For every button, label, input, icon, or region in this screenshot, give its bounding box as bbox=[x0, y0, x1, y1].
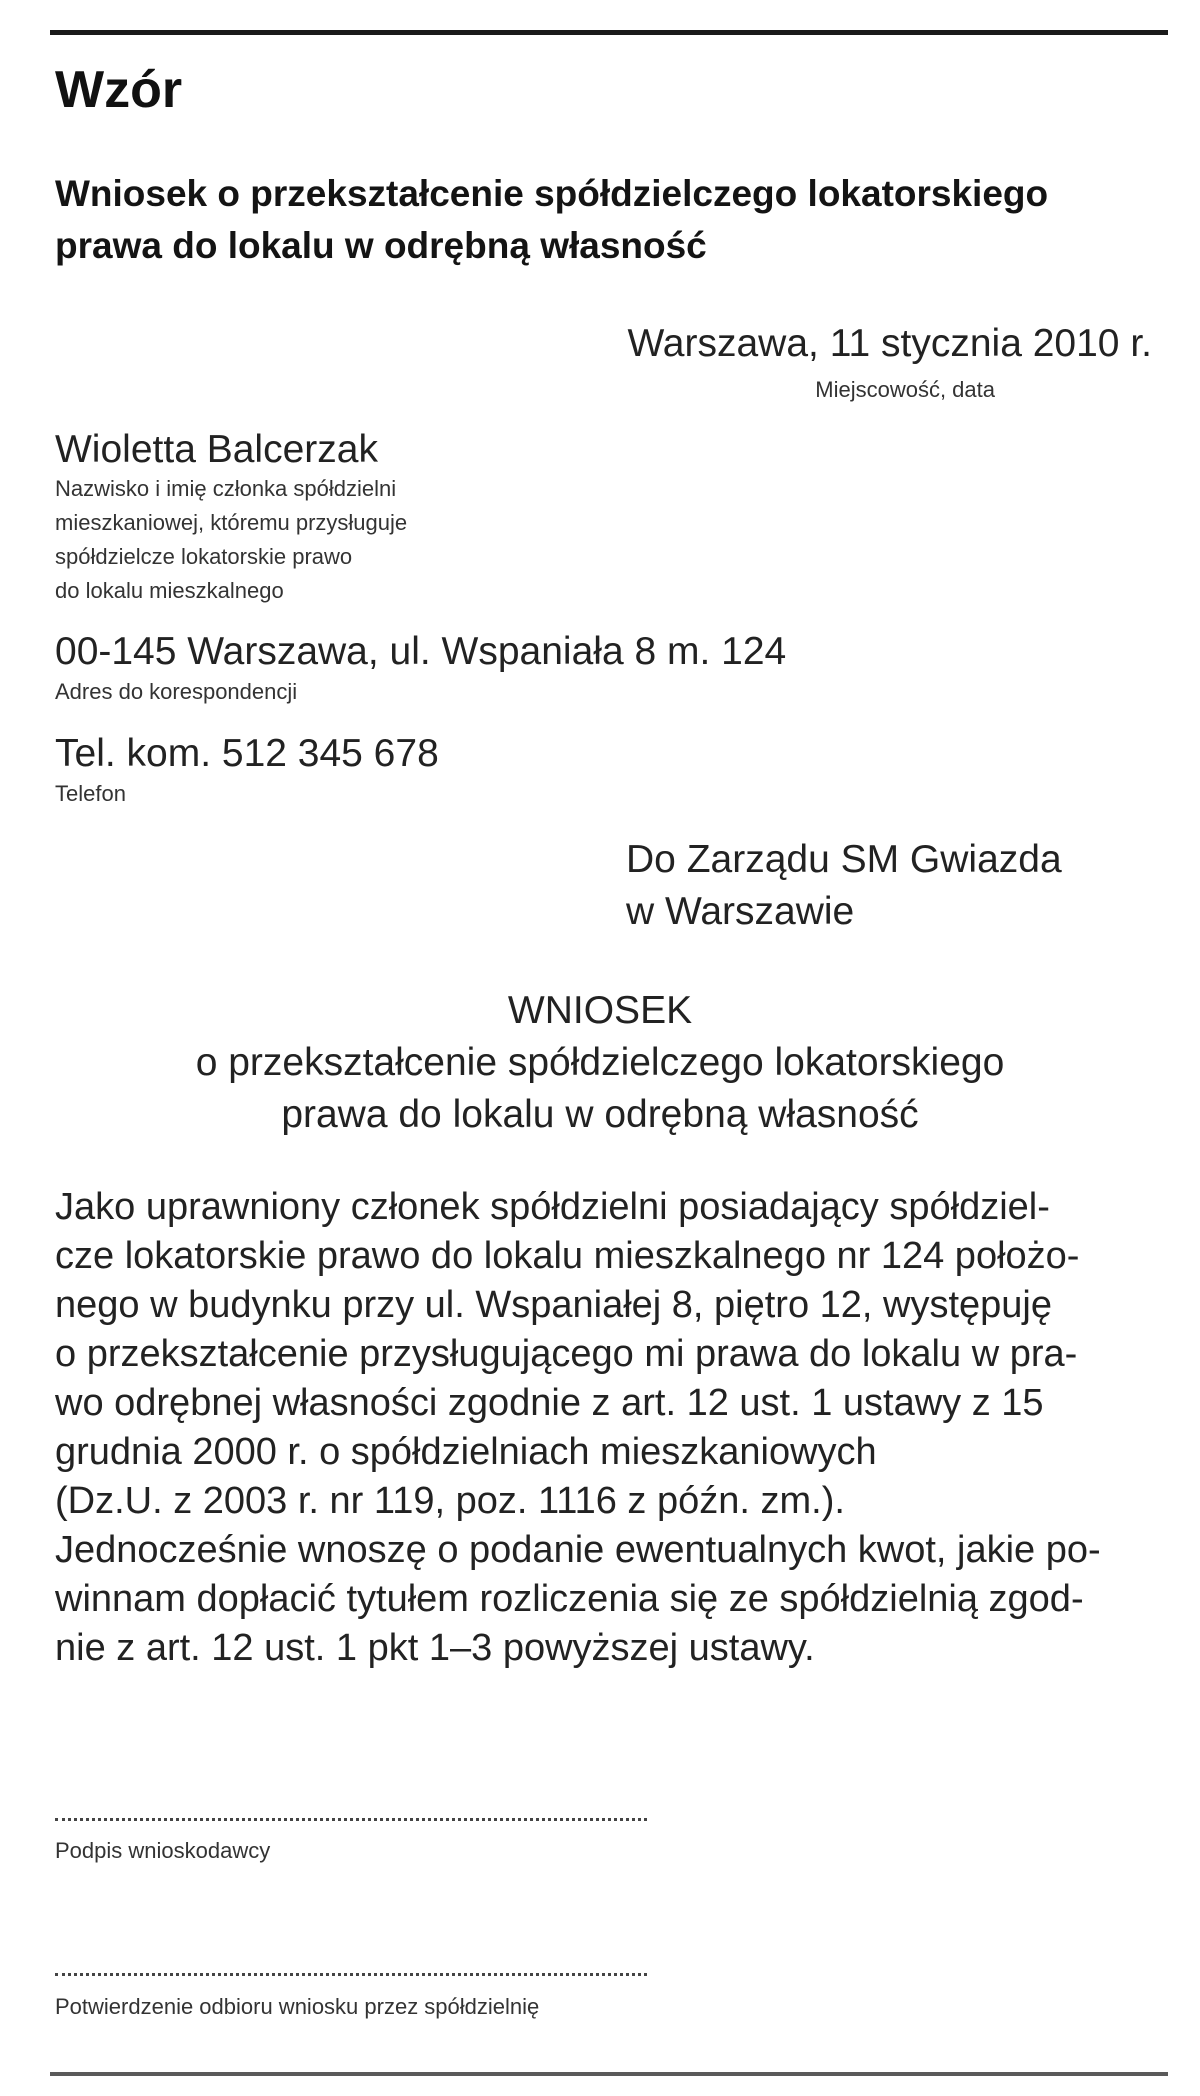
cooperative-signature-line bbox=[55, 1973, 647, 1976]
applicant-address-label: Adres do korespondencji bbox=[55, 679, 298, 704]
body-line: nego w budynku przy ul. Wspaniałej 8, piętro 12, występuję bbox=[55, 1284, 1052, 1326]
place-date: Warszawa, 11 stycznia 2010 r. bbox=[627, 322, 1152, 365]
subtitle-line-1: Wniosek o przekształcenie spółdzielczego lokatorskiego bbox=[55, 173, 1049, 214]
body-line: Jednocześnie wnoszę o podanie ewentualnych kwot, jakie po- bbox=[55, 1529, 1101, 1571]
cooperative-signature-label: Potwierdzenie odbioru wniosku przez spółdzielnię bbox=[55, 1994, 540, 2019]
applicant-phone-label: Telefon bbox=[55, 781, 126, 806]
applicant-signature-label: Podpis wnioskodawcy bbox=[55, 1838, 271, 1863]
document-title-line-3: prawa do lokalu w odrębną własność bbox=[281, 1093, 919, 1136]
document-title bbox=[0, 985, 1200, 1141]
body-line: (Dz.U. z 2003 r. nr 119, poz. 1116 z późn. zm.). bbox=[55, 1480, 845, 1522]
bottom-rule bbox=[50, 2072, 1168, 2076]
applicant-phone: Tel. kom. 512 345 678 bbox=[55, 732, 439, 775]
body-line: cze lokatorskie prawo do lokalu mieszkalnego nr 124 położo- bbox=[55, 1235, 1080, 1277]
request-body bbox=[55, 1183, 1175, 1673]
body-line: winnam dopłacić tytułem rozliczenia się ze spółdzielnią zgod- bbox=[55, 1578, 1084, 1620]
applicant-address: 00-145 Warszawa, ul. Wspaniała 8 m. 124 bbox=[55, 630, 787, 673]
applicant-name: Wioletta Balcerzak bbox=[55, 428, 378, 471]
top-rule bbox=[50, 30, 1168, 35]
name-label-line: do lokalu mieszkalnego bbox=[55, 578, 284, 603]
name-label-line: Nazwisko i imię członka spółdzielni bbox=[55, 476, 397, 501]
recipient-line-1: Do Zarządu SM Gwiazda bbox=[626, 838, 1062, 881]
name-label-line: mieszkaniowej, któremu przysługuje bbox=[55, 510, 408, 535]
document-subtitle bbox=[55, 168, 1175, 272]
applicant-name-label bbox=[55, 472, 575, 608]
body-line: grudnia 2000 r. o spółdzielniach mieszkaniowych bbox=[55, 1431, 877, 1473]
applicant-signature-line bbox=[55, 1818, 647, 1821]
document-title-line-2: o przekształcenie spółdzielczego lokatorskiego bbox=[195, 1041, 1005, 1084]
name-label-line: spółdzielcze lokatorskie prawo bbox=[55, 544, 353, 569]
recipient-block bbox=[626, 834, 1062, 938]
body-line: wo odrębnej własności zgodnie z art. 12 ust. 1 ustawy z 15 bbox=[55, 1382, 1044, 1424]
body-line: o przekształcenie przysługującego mi prawa do lokalu w pra- bbox=[55, 1333, 1078, 1375]
document-title-line-1: WNIOSEK bbox=[507, 989, 693, 1032]
recipient-line-2: w Warszawie bbox=[626, 890, 855, 933]
body-line: nie z art. 12 ust. 1 pkt 1–3 powyższej ustawy. bbox=[55, 1627, 815, 1669]
body-line: Jako uprawniony członek spółdzielni posiadający spółdziel- bbox=[55, 1186, 1050, 1228]
subtitle-line-2: prawa do lokalu w odrębną własność bbox=[55, 225, 707, 266]
place-date-label: Miejscowość, data bbox=[815, 377, 995, 402]
page-heading: Wzór bbox=[55, 61, 183, 119]
